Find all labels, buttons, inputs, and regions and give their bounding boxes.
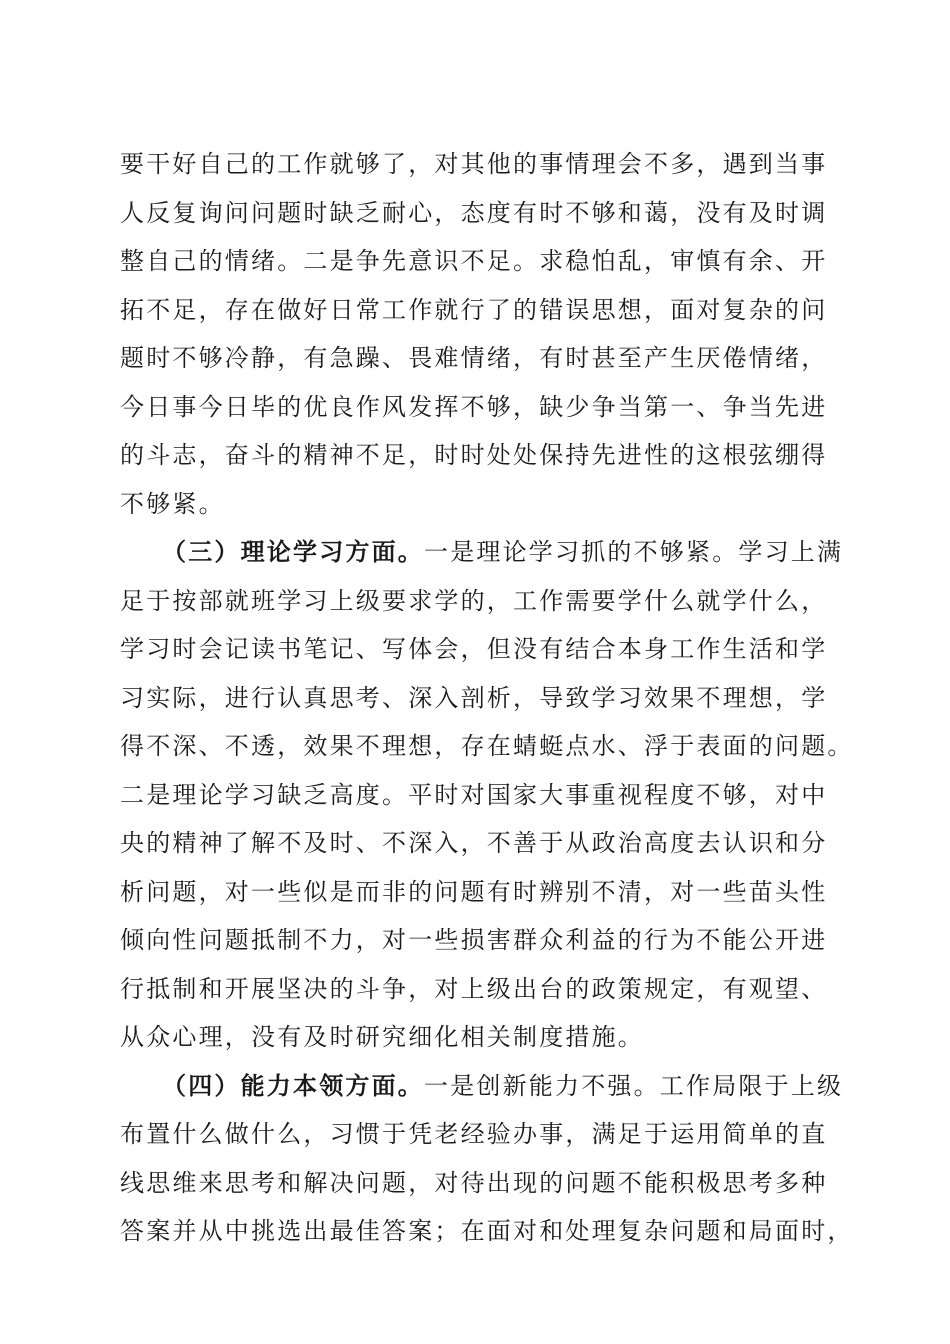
text-line: 答案并从中挑选出最佳答案；在面对和处理复杂问题和局面时，: [120, 1217, 854, 1245]
text-line: 整自己的情绪。二是争先意识不足。求稳怕乱，审慎有余、开: [120, 247, 828, 275]
section-heading: （四）能力本领方面。: [162, 1070, 424, 1100]
text-line: 今日事今日毕的优良作风发挥不够，缺少争当第一、争当先进: [120, 392, 828, 421]
text-line: 学习时会记读书笔记、写体会，但没有结合本身工作生活和学: [120, 635, 828, 663]
text-line: 足于按部就班学习上级要求学的，工作需要学什么就学什么，: [120, 586, 828, 615]
text-line: 行抵制和开展坚决的斗争，对上级出台的政策规定，有观望、: [120, 974, 828, 1003]
text-line: 倾向性问题抵制不力，对一些损害群众利益的行为不能公开进: [120, 926, 828, 954]
text-line: 线思维来思考和解决问题，对待出现的问题不能积极思考多种: [120, 1168, 828, 1197]
text-line: 习实际，进行认真思考、深入剖析，导致学习效果不理想，学: [120, 683, 828, 712]
text-line: 得不深、不透，效果不理想，存在蜻蜓点水、浮于表面的问题。: [120, 732, 854, 760]
document-page: [120, 140, 854, 1256]
paragraph-first-line: [120, 1062, 844, 1111]
text-line: 题时不够冷静，有急躁、畏难情绪，有时甚至产生厌倦情绪，: [120, 344, 828, 372]
paragraph-theory-study: [120, 528, 854, 1062]
text-line: 要干好自己的工作就够了，对其他的事情理会不多，遇到当事: [120, 150, 828, 178]
text-line: 央的精神了解不及时、不深入，不善于从政治高度去认识和分: [120, 829, 828, 857]
paragraph-capability: [120, 1062, 854, 1256]
text-line: 人反复询问问题时缺乏耐心，态度有时不够和蔼，没有及时调: [120, 198, 828, 227]
section-heading: （三）理论学习方面。: [162, 537, 424, 566]
text-line: 从众心理，没有及时研究细化相关制度措施。: [120, 1023, 644, 1051]
paragraph-first-line: [120, 528, 844, 577]
text-line: 不够紧。: [120, 489, 225, 518]
paragraph-continuation: [120, 140, 840, 528]
text-line: 拓不足，存在做好日常工作就行了的错误思想，面对复杂的问: [120, 295, 828, 324]
text-span: 一是创新能力不强。工作局限于上级: [424, 1071, 844, 1100]
text-line: 二是理论学习缺乏高度。平时对国家大事重视程度不够，对中: [120, 780, 828, 809]
text-line: 的斗志，奋斗的精神不足，时时处处保持先进性的这根弦绷得: [120, 441, 828, 469]
text-span: 一是理论学习抓的不够紧。学习上满: [424, 538, 844, 566]
text-line: 布置什么做什么，习惯于凭老经验办事，满足于运用简单的直: [120, 1120, 828, 1148]
text-line: 析问题，对一些似是而非的问题有时辨别不清，对一些苗头性: [120, 877, 828, 906]
